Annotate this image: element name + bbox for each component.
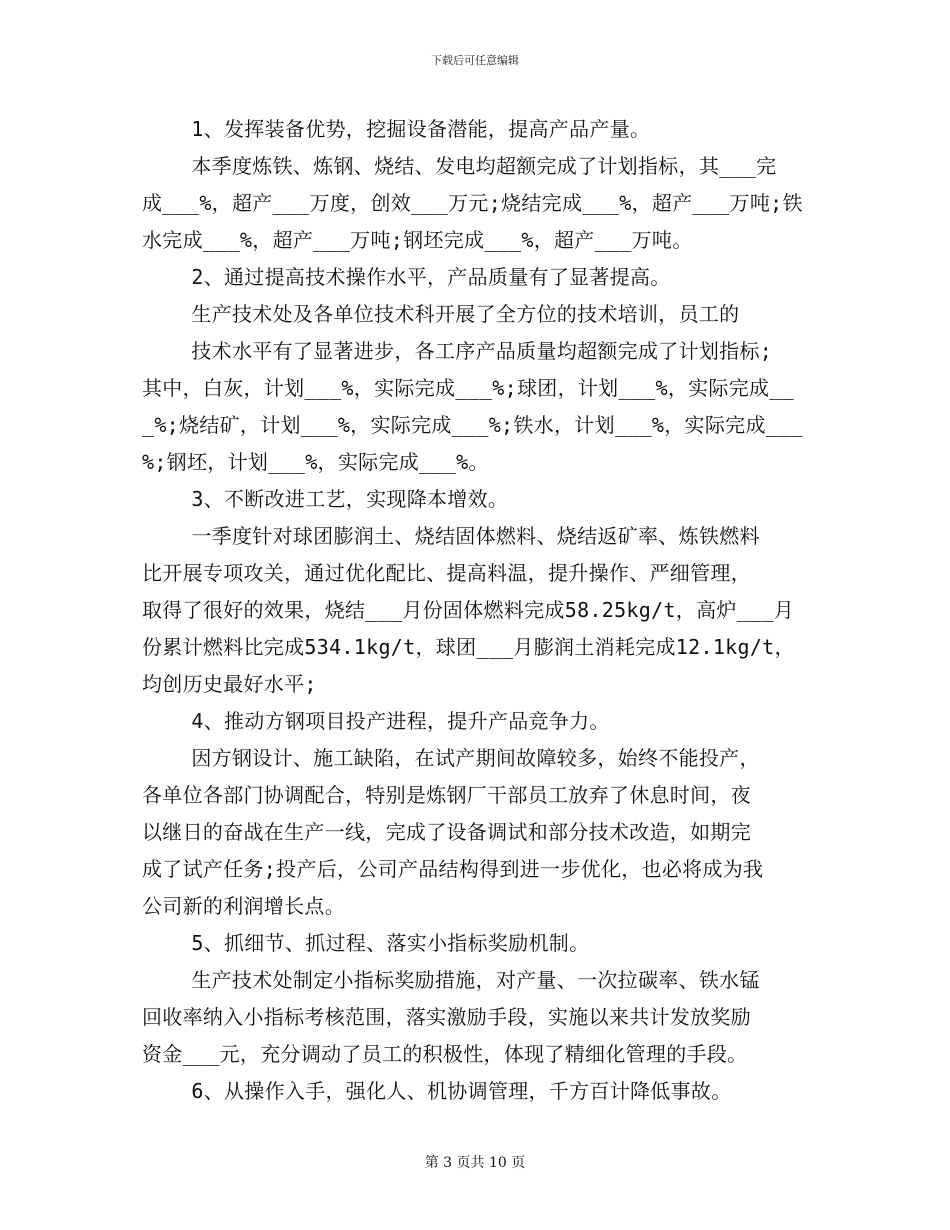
document-body — [142, 111, 807, 1110]
text-line: 本季度炼铁、炼钢、烧结、发电均超额完成了计划指标，其___完 — [142, 154, 777, 178]
text-line: 成了试产任务;投产后，公司产品结构得到进一步优化，也必将成为我 — [142, 857, 764, 881]
text-line: 各单位各部门协调配合，特别是炼钢厂干部员工放弃了休息时间，夜 — [142, 783, 751, 807]
text-line: 均创历史最好水平; — [142, 672, 317, 696]
text-line: 比开展专项攻关，通过优化配比、提高料温，提升操作、严细管理， — [142, 561, 751, 585]
text-line: 水完成___%，超产___万吨;钢坯完成___%，超产___万吨。 — [142, 228, 693, 252]
text-line: 以继日的奋战在生产一线，完成了设备调试和部分技术改造，如期完 — [142, 820, 751, 844]
text-line: 因方钢设计、施工缺陷，在试产期间故障较多，始终不能投产， — [142, 746, 760, 770]
text-line: 一季度针对球团膨润土、烧结固体燃料、烧结返矿率、炼铁燃料 — [142, 524, 760, 548]
text-line: 回收率纳入小指标考核范围，落实激励手段，实施以来共计发放奖励 — [142, 1005, 751, 1029]
page-header: 下载后可任意编辑 — [431, 54, 519, 67]
text-line: 成___%，超产___万度，创效___万元;烧结完成___%，超产___万吨;铁 — [142, 191, 803, 215]
text-line: 份累计燃料比完成534.1kg/t，球团___月膨润土消耗完成12.1kg/t， — [142, 635, 795, 659]
text-line: 3、不断改进工艺，实现降本增效。 — [142, 487, 509, 511]
text-line: %;钢坯，计划___%，实际完成___%。 — [142, 450, 489, 474]
text-line: 生产技术处及各单位技术科开展了全方位的技术培训，员工的 — [142, 302, 740, 326]
text-line: 技术水平有了显著进步，各工序产品质量均超额完成了计划指标; — [142, 339, 773, 363]
text-line: 4、推动方钢项目投产进程，提升产品竞争力。 — [142, 709, 610, 733]
text-line: 其中，白灰，计划___%，实际完成___%;球团，计划___%，实际完成__ — [142, 376, 795, 400]
text-line: 2、通过提高技术操作水平，产品质量有了显著提高。 — [142, 265, 671, 289]
text-line: 公司新的利润增长点。 — [142, 894, 345, 918]
text-line: 资金___元，充分调动了员工的积极性，体现了精细化管理的手段。 — [142, 1042, 748, 1066]
text-line: 取得了很好的效果，烧结___月份固体燃料完成58.25kg/t，高炉___月 — [142, 598, 795, 622]
text-line: 生产技术处制定小指标奖励措施，对产量、一次拉碳率、铁水锰 — [142, 968, 760, 992]
text-line: 5、抓细节、抓过程、落实小指标奖励机制。 — [142, 931, 590, 955]
text-line: 6、从操作入手，强化人、机协调管理，千方百计降低事故。 — [142, 1079, 732, 1103]
text-line: 1、发挥装备优势，挖掘设备潜能，提高产品产量。 — [142, 117, 651, 141]
text-line: _%;烧结矿，计划___%，实际完成___%;铁水，计划___%，实际完成___ — [142, 413, 803, 437]
page-footer: 第 3 页共 10 页 — [424, 1155, 526, 1171]
